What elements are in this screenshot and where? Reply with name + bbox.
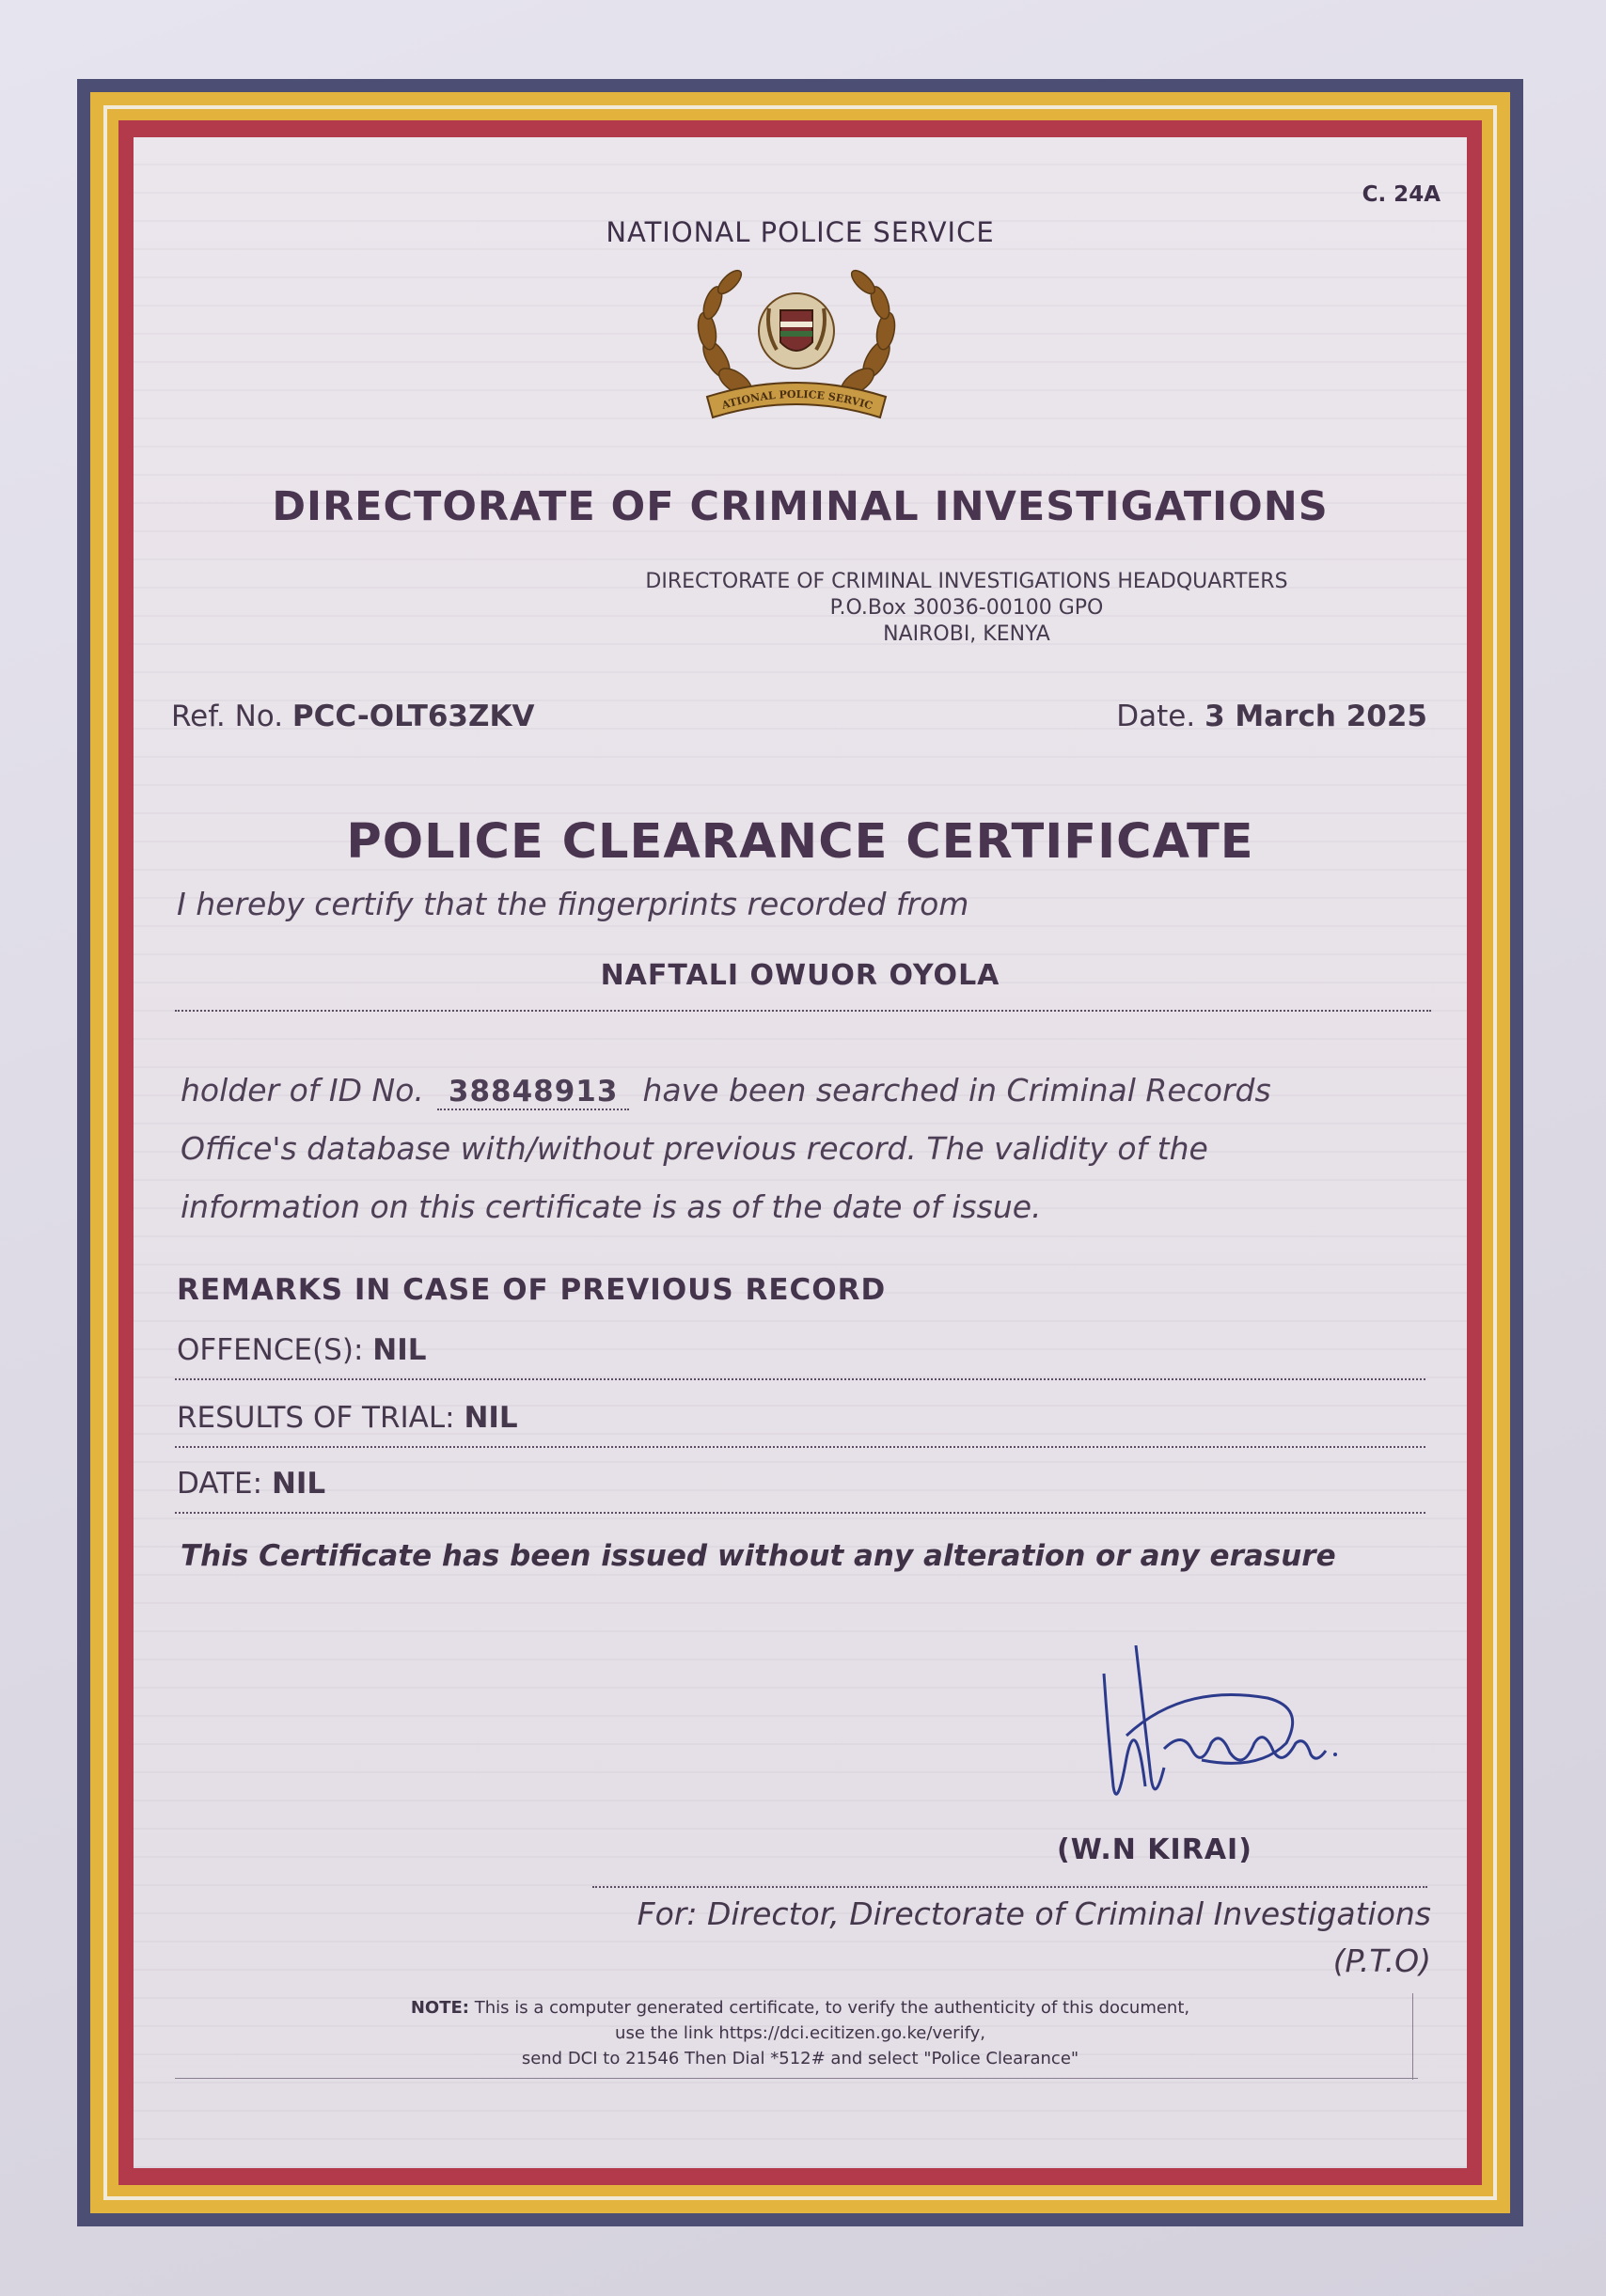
signer-name: (W.N KIRAI) <box>1057 1833 1252 1866</box>
note-label: NOTE: <box>410 1998 469 2018</box>
body-line-3: information on this certificate is as of the date of issue. <box>181 1188 1042 1225</box>
certify-text: I hereby certify that the fingerprints recorded from <box>177 886 969 922</box>
trial-value: NIL <box>464 1401 518 1435</box>
reference-label: Ref. No. <box>171 700 284 733</box>
address-line-1: DIRECTORATE OF CRIMINAL INVESTIGATIONS HEADQUARTERS <box>645 570 1288 593</box>
signature-dotted-line <box>592 1886 1427 1888</box>
id-number: 38848913 <box>437 1075 630 1110</box>
note-line-1 <box>134 1995 1467 2021</box>
offences-value: NIL <box>372 1333 427 1367</box>
record-date-row <box>177 1467 325 1501</box>
reference-value: PCC-OLT63ZKV <box>291 700 535 733</box>
offences-row <box>177 1333 426 1367</box>
note-line-2: use the link https://dci.ecitizen.go.ke/verify, <box>615 2023 985 2043</box>
date-value: 3 March 2025 <box>1204 700 1427 733</box>
directorate-title: DIRECTORATE OF CRIMINAL INVESTIGATIONS <box>272 483 1329 530</box>
certificate-title: POLICE CLEARANCE CERTIFICATE <box>346 814 1254 870</box>
record-date-dotted-line <box>175 1512 1425 1514</box>
certificate-body <box>134 137 1467 2168</box>
trial-label: RESULTS OF TRIAL: <box>177 1401 455 1435</box>
signer-role: For: Director, Directorate of Criminal Investigations <box>637 1895 1431 1932</box>
reference-number <box>171 700 534 733</box>
record-date-label: DATE: <box>177 1467 263 1501</box>
note-side-rule <box>1412 1993 1413 2080</box>
issue-date <box>1116 700 1427 733</box>
verification-note <box>134 1995 1467 2071</box>
address-line-3: NAIROBI, KENYA <box>883 622 1050 646</box>
svg-text:NATIONAL POLICE SERVICE: ATIONAL POLICE SERVIC <box>720 387 874 413</box>
address-line-2: P.O.Box 30036-00100 GPO <box>829 596 1104 620</box>
offences-dotted-line <box>175 1378 1425 1380</box>
police-emblem-icon <box>679 256 914 434</box>
trial-dotted-line <box>175 1446 1425 1448</box>
date-label: Date. <box>1116 700 1196 733</box>
note-underline <box>175 2078 1418 2079</box>
please-turn-over: (P.T.O) <box>1332 1942 1431 1979</box>
signature-image <box>1070 1645 1380 1833</box>
holder-name: NAFTALI OWUOR OYOLA <box>600 959 1000 992</box>
body-line-2: Office's database with/without previous record. The validity of the <box>181 1130 1208 1167</box>
name-dotted-line <box>175 1010 1431 1012</box>
holder-id-line <box>181 1072 1271 1110</box>
offences-label: OFFENCE(S): <box>177 1333 364 1367</box>
service-name: NATIONAL POLICE SERVICE <box>606 216 995 248</box>
holder-id-suffix: have been searched in Criminal Records <box>642 1072 1271 1109</box>
remarks-heading: REMARKS IN CASE OF PREVIOUS RECORD <box>177 1273 887 1307</box>
no-alteration-statement: This Certificate has been issued without any alteration or any erasure <box>181 1539 1336 1573</box>
note-text-1: This is a computer generated certificate, to verify the authenticity of this document, <box>474 1998 1190 2018</box>
note-line-3: send DCI to 21546 Then Dial *512# and select "Police Clearance" <box>521 2049 1079 2068</box>
record-date-value: NIL <box>271 1467 326 1501</box>
trial-row <box>177 1401 518 1435</box>
form-code: C. 24A <box>1362 182 1441 207</box>
holder-id-prefix: holder of ID No. <box>181 1072 424 1109</box>
